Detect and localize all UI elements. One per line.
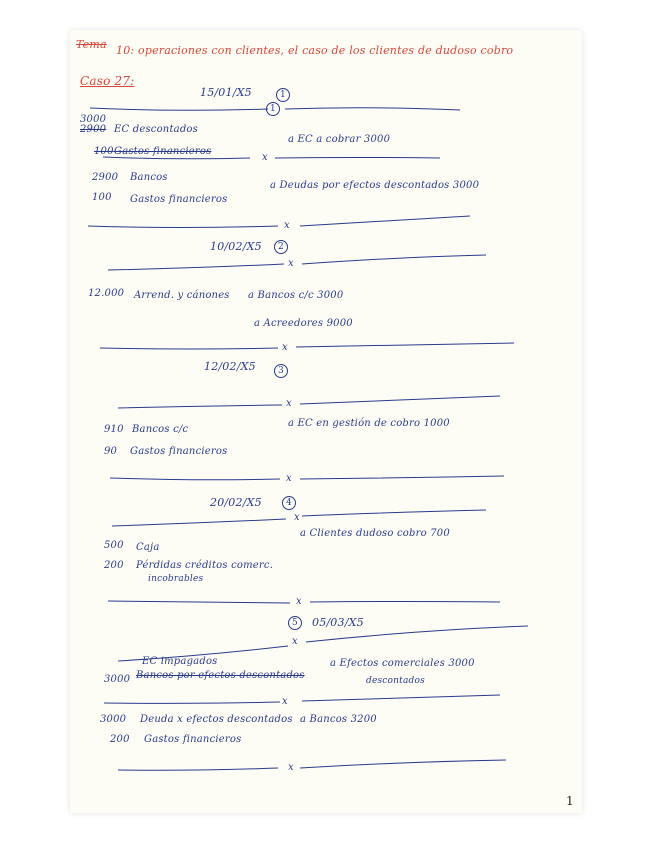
- debit-account: Pérdidas créditos comerc.: [136, 560, 274, 571]
- credit-line: a Deudas por efectos descontados 3000: [270, 180, 480, 191]
- debit-amount: 3000: [104, 674, 131, 685]
- entry-date: 12/02/X5: [204, 360, 256, 373]
- debit-account: Arrend. y cánones: [134, 290, 230, 301]
- debit-amount: 200: [104, 560, 124, 571]
- debit-account: EC descontados: [114, 124, 198, 135]
- debit-account: Bancos: [130, 172, 168, 183]
- debit-amount: 3000: [100, 714, 127, 725]
- credit-line: a Efectos comerciales 3000: [330, 658, 475, 669]
- entry-number: 5: [288, 616, 302, 630]
- separator-x: x: [282, 342, 288, 353]
- separator-x: x: [292, 636, 298, 647]
- debit-amount: 3000: [80, 114, 107, 125]
- credit-line: a EC a cobrar 3000: [288, 134, 391, 145]
- debit-account-cont: incobrables: [148, 574, 204, 584]
- debit-amount: 500: [104, 540, 124, 551]
- entry-date: 20/02/X5: [210, 496, 262, 509]
- entry-number: 4: [282, 496, 296, 510]
- debit-amount: 2900: [92, 172, 119, 183]
- entry-number-alt: 1: [266, 102, 280, 116]
- debit-amount-struck: 2900: [80, 124, 107, 135]
- debit-amount: 12.000: [88, 288, 125, 299]
- debit-amount: 100: [92, 192, 112, 203]
- entry-date: 05/03/X5: [312, 616, 364, 629]
- separator-x: x: [284, 220, 290, 231]
- debit-account-struck: Gastos financieros: [114, 146, 212, 157]
- separator-x: x: [294, 512, 300, 523]
- debit-account: EC impagados: [142, 656, 218, 667]
- credit-line: a Bancos 3200: [300, 714, 377, 725]
- page-title: 10: operaciones con clientes, el caso de los clientes de dudoso cobro: [116, 44, 514, 57]
- debit-account: Gastos financieros: [144, 734, 242, 745]
- credit-line: a Clientes dudoso cobro 700: [300, 528, 450, 539]
- credit-line: descontados: [366, 676, 425, 686]
- entry-number: 3: [274, 364, 288, 378]
- credit-line: a Acreedores 9000: [254, 318, 353, 329]
- tema-label: Tema: [76, 38, 107, 51]
- caso-label: Caso 27:: [80, 74, 135, 88]
- separator-x: x: [288, 258, 294, 269]
- debit-account: Caja: [136, 542, 160, 553]
- debit-amount: 90: [104, 446, 118, 457]
- entry-date: 15/01/X5: [200, 86, 252, 99]
- credit-line: a Bancos c/c 3000: [248, 290, 344, 301]
- debit-account: Gastos financieros: [130, 446, 228, 457]
- credit-line: a EC en gestión de cobro 1000: [288, 418, 450, 429]
- separator-x: x: [262, 152, 268, 163]
- debit-amount: 200: [110, 734, 130, 745]
- debit-account: Deuda x efectos descontados: [140, 714, 293, 725]
- separator-x: x: [296, 596, 302, 607]
- entry-number: 2: [274, 240, 288, 254]
- separator-x: x: [282, 696, 288, 707]
- page-number: 1: [566, 794, 574, 808]
- separator-x: x: [286, 398, 292, 409]
- entry-date: 10/02/X5: [210, 240, 262, 253]
- entry-number: 1: [276, 88, 290, 102]
- debit-account: Gastos financieros: [130, 194, 228, 205]
- debit-amount: 910: [104, 424, 124, 435]
- debit-account-struck: Bancos por efectos descontados: [136, 670, 305, 681]
- debit-amount: 100: [94, 146, 114, 157]
- separator-x: x: [288, 762, 294, 773]
- separator-x: x: [286, 473, 292, 484]
- debit-account: Bancos c/c: [132, 424, 189, 435]
